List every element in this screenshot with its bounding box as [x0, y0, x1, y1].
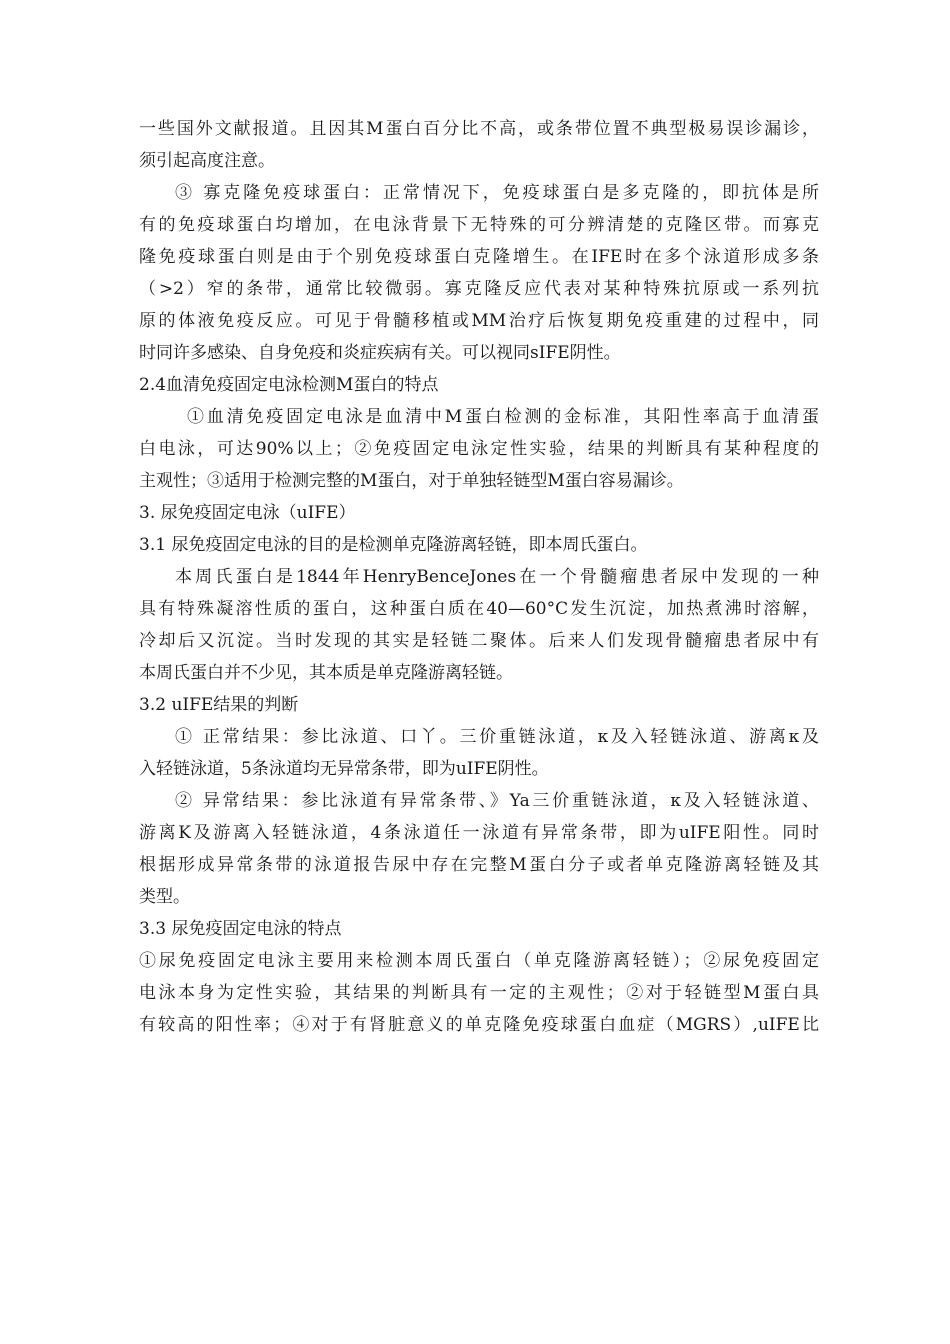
document-body	[139, 113, 819, 1041]
paragraph-line: 白电泳，可达90%以上；②免疫固定电泳定性实验，结果的判断具有某种程度的	[139, 439, 819, 459]
paragraph-line: ① 正常结果：参比泳道、口丫。三价重链泳道，κ及入轻链泳道、游离κ及	[175, 727, 819, 747]
paragraph-line: 主观性；③适用于检测完整的M蛋白，对于单独轻链型M蛋白容易漏诊。	[139, 471, 684, 491]
paragraph-line: （>2）窄的条带，通常比较微弱。寡克隆反应代表对某种特殊抗原或一系列抗	[139, 279, 819, 299]
section-heading: 3. 尿免疫固定电泳（uIFE）	[139, 503, 356, 523]
section-heading: 3.1 尿免疫固定电泳的目的是检测单克隆游离轻链，即本周氏蛋白。	[139, 535, 648, 555]
paragraph-line: ② 异常结果：参比泳道有异常条带、》Ya三价重链泳道，κ及入轻链泳道、	[175, 791, 819, 811]
paragraph-line: 本周氏蛋白并不少见，其本质是单克隆游离轻链。	[139, 663, 513, 683]
paragraph-line: 类型。	[139, 887, 190, 907]
section-heading: 3.2 uIFE结果的判断	[139, 695, 299, 715]
paragraph-line: 根据形成异常条带的泳道报告尿中存在完整M蛋白分子或者单克隆游离轻链及其	[139, 855, 819, 875]
paragraph-line: ①血清免疫固定电泳是血清中M蛋白检测的金标准，其阳性率高于血清蛋	[187, 407, 819, 427]
paragraph-line: 游离K及游离入轻链泳道，4条泳道任一泳道有异常条带，即为uIFE阳性。同时	[139, 823, 819, 843]
paragraph-line: 具有特殊凝溶性质的蛋白，这种蛋白质在40—60°C发生沉淀，加热煮沸时溶解，	[139, 599, 819, 619]
paragraph-line: 时同许多感染、自身免疫和炎症疾病有关。可以视同sIFE阴性。	[139, 343, 621, 363]
paragraph-line: 原的体液免疫反应。可见于骨髓移植或MM治疗后恢复期免疫重建的过程中，同	[139, 311, 819, 331]
paragraph-line: 有较高的阳性率；④对于有肾脏意义的单克隆免疫球蛋白血症（MGRS）,uIFE比	[139, 1015, 819, 1035]
paragraph-line: 隆免疫球蛋白则是由于个别免疫球蛋白克隆增生。在IFE时在多个泳道形成多条	[139, 247, 819, 267]
paragraph-line: 入轻链泳道，5条泳道均无异常条带，即为uIFE阴性。	[139, 759, 549, 779]
paragraph-line: 本周氏蛋白是1844年HenryBenceJones在一个骨髓瘤患者尿中发现的一种	[175, 567, 819, 587]
section-heading: 3.3 尿免疫固定电泳的特点	[139, 919, 342, 939]
paragraph-line: 冷却后又沉淀。当时发现的其实是轻链二聚体。后来人们发现骨髓瘤患者尿中有	[139, 631, 819, 651]
paragraph-line: 有的免疫球蛋白均增加，在电泳背景下无特殊的可分辨清楚的克隆区带。而寡克	[139, 215, 819, 235]
section-heading: 2.4血清免疫固定电泳检测M蛋白的特点	[139, 375, 439, 395]
paragraph-line: ①尿免疫固定电泳主要用来检测本周氏蛋白（单克隆游离轻链）；②尿免疫固定	[139, 951, 819, 971]
paragraph-line: ③ 寡克隆免疫球蛋白：正常情况下，免疫球蛋白是多克隆的，即抗体是所	[175, 183, 819, 203]
paragraph-line: 电泳本身为定性实验，其结果的判断具有一定的主观性；②对于轻链型M蛋白具	[139, 983, 819, 1003]
paragraph-line: 须引起高度注意。	[139, 151, 275, 171]
paragraph-line: 一些国外文献报道。且因其M蛋白百分比不高，或条带位置不典型极易误诊漏诊，	[139, 119, 819, 139]
